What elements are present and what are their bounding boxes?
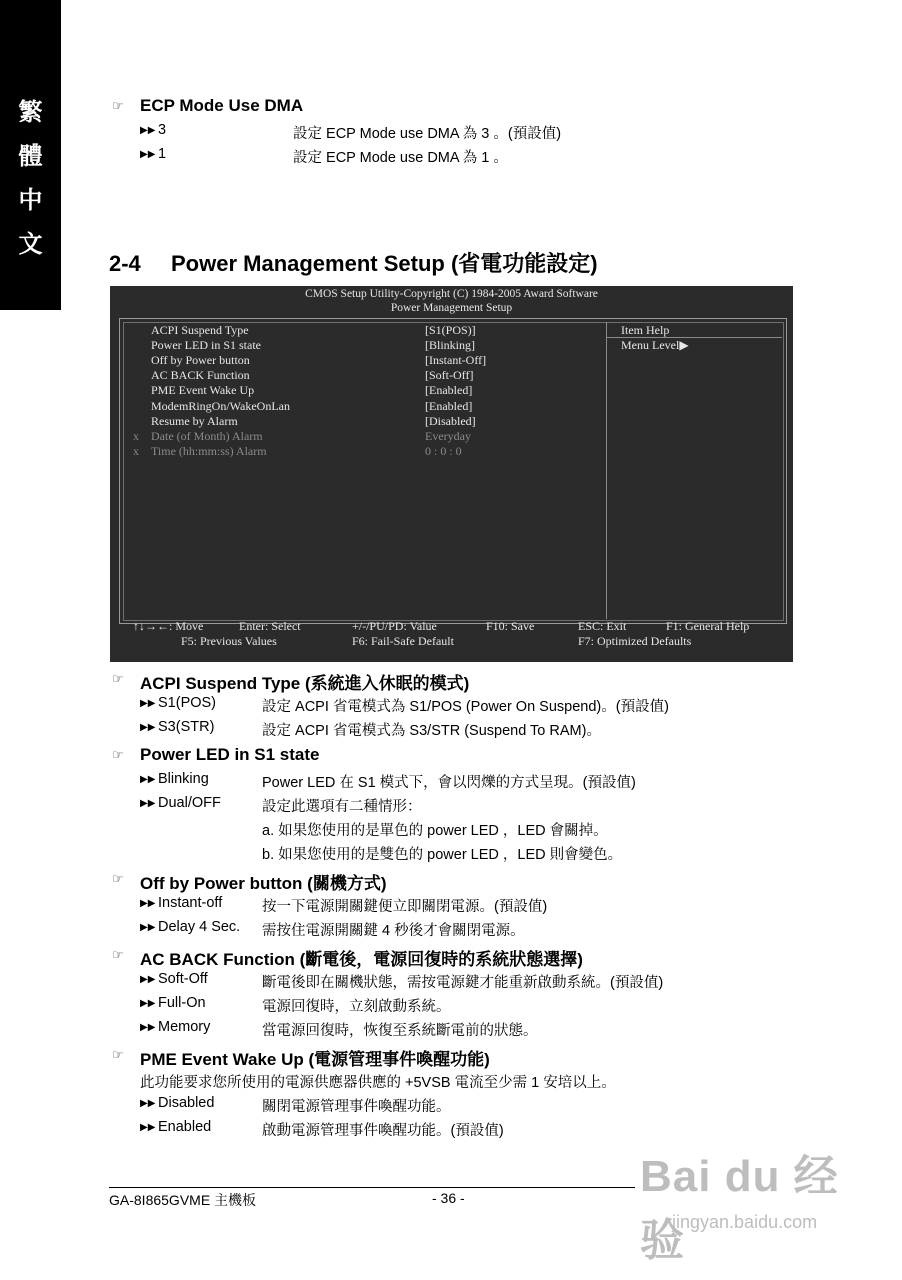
double-arrow-icon: ▶▶ — [140, 698, 156, 709]
bios-key-failsafe: F6: Fail-Safe Default — [352, 634, 454, 648]
double-arrow-icon: ▶▶ — [140, 774, 156, 785]
bios-item-value[interactable]: [Soft-Off] — [425, 368, 474, 382]
bios-title: CMOS Setup Utility-Copyright (C) 1984-2005 Award Software — [305, 288, 598, 300]
bios-item-value[interactable]: [Disabled] — [425, 414, 476, 428]
option-label: ▶▶ Full-On — [140, 995, 206, 1011]
footer-model: GA-8I865GVME 主機板 — [109, 1192, 257, 1208]
pointing-hand-icon: ☞ — [112, 871, 124, 886]
option-label: ▶▶ Blinking — [140, 771, 209, 787]
option-description: 設定 ECP Mode use DMA 為 1 。 — [293, 150, 508, 166]
bios-subtitle: Power Management Setup — [390, 302, 513, 314]
option-description: 需按住電源開關鍵 4 秒後才會關閉電源。 — [262, 923, 525, 939]
double-arrow-icon: ▶▶ — [140, 125, 156, 136]
bios-item-name[interactable]: ACPI Suspend Type — [151, 323, 249, 337]
side-tab-char: 繁 — [18, 97, 43, 126]
bios-help-menu-level: Menu Level▶ — [621, 338, 689, 352]
bios-item-name[interactable]: ModemRingOn/WakeOnLan — [151, 399, 291, 413]
bios-help-title: Item Help — [621, 323, 670, 337]
option-label: ▶▶ 3 — [140, 122, 167, 138]
option-description: 電源回復時，立刻啟動系統。 — [262, 999, 451, 1015]
option-label: ▶▶ Memory — [140, 1019, 211, 1035]
bios-item-value: 0 : 0 : 0 — [425, 444, 462, 458]
bios-key-help: F1: General Help — [666, 619, 750, 633]
option-description: 關閉電源管理事件喚醒功能。 — [262, 1099, 451, 1115]
side-tab-char: 文 — [18, 229, 43, 258]
option-label: ▶▶ Disabled — [140, 1095, 215, 1111]
double-arrow-icon: ▶▶ — [140, 722, 156, 733]
option-label: ▶▶ Dual/OFF — [140, 795, 221, 811]
option-description: 設定 ACPI 省電模式為 S1/POS (Power On Suspend)。(預設值) — [262, 699, 669, 715]
option-label: ▶▶ Enabled — [140, 1119, 212, 1135]
bios-item-name: Time (hh:mm:ss) Alarm — [151, 444, 267, 458]
bios-item-name[interactable]: PME Event Wake Up — [151, 383, 255, 397]
section-note: 此功能要求您所使用的電源供應器供應的 +5VSB 電流至少需 1 安培以上。 — [140, 1075, 616, 1091]
option-description: 設定此選項有二種情形： — [262, 799, 422, 815]
side-language-tab — [0, 0, 61, 310]
option-description: 設定 ECP Mode use DMA 為 3 。(預設值) — [293, 126, 562, 142]
bios-item-name[interactable]: Off by Power button — [151, 353, 250, 367]
option-description: 設定 ACPI 省電模式為 S3/STR (Suspend To RAM)。 — [262, 723, 601, 739]
bios-item-disabled-marker: x — [133, 429, 139, 443]
option-label: ▶▶ Instant-off — [140, 895, 223, 911]
option-description: 啟動電源管理事件喚醒功能。(預設值) — [262, 1123, 504, 1139]
section-title-pme: PME Event Wake Up (電源管理事件喚醒功能) — [140, 1050, 490, 1069]
bios-screen — [110, 286, 793, 662]
page-heading: 2-4 Power Management Setup (省電功能設定) — [109, 251, 598, 276]
bios-item-disabled-marker: x — [133, 444, 139, 458]
double-arrow-icon: ▶▶ — [140, 922, 156, 933]
section-title-acback: AC BACK Function (斷電後，電源回復時的系統狀態選擇) — [140, 950, 583, 969]
pointing-hand-icon: ☞ — [112, 98, 124, 113]
pointing-hand-icon: ☞ — [112, 747, 124, 762]
option-label: ▶▶ Delay 4 Sec. — [140, 919, 241, 935]
pointing-hand-icon: ☞ — [112, 947, 124, 962]
pointing-hand-icon: ☞ — [112, 671, 124, 686]
bios-item-name: Date (of Month) Alarm — [151, 429, 263, 443]
footer-rule — [109, 1187, 635, 1188]
watermark — [640, 1140, 880, 1265]
side-tab-char: 中 — [18, 185, 43, 214]
double-arrow-icon: ▶▶ — [140, 898, 156, 909]
double-arrow-icon: ▶▶ — [140, 998, 156, 1009]
option-label: ▶▶ 1 — [140, 146, 167, 162]
double-arrow-icon: ▶▶ — [140, 1022, 156, 1033]
section-title-led: Power LED in S1 state — [140, 745, 320, 764]
bios-item-name[interactable]: Power LED in S1 state — [151, 338, 261, 352]
bios-item-name[interactable]: Resume by Alarm — [151, 414, 238, 428]
bios-item-name[interactable]: AC BACK Function — [151, 368, 250, 382]
bios-item-value[interactable]: [Blinking] — [425, 338, 475, 352]
option-label: ▶▶ Soft-Off — [140, 971, 208, 987]
option-description: Power LED 在 S1 模式下，會以閃爍的方式呈現。(預設值) — [262, 775, 636, 791]
bios-key-previous: F5: Previous Values — [181, 634, 277, 648]
bios-item-value[interactable]: [Instant-Off] — [425, 353, 487, 367]
section-title-acpi: ACPI Suspend Type (系統進入休眠的模式) — [140, 674, 470, 693]
watermark-logo-text: Bai du 经验 — [640, 1152, 839, 1265]
bios-key-save: F10: Save — [486, 619, 535, 633]
option-description: 按一下電源開關鍵便立即關閉電源。(預設值) — [262, 899, 548, 915]
section-title-ecp: ECP Mode Use DMA — [140, 96, 304, 115]
side-tab-char: 體 — [18, 141, 43, 170]
double-arrow-icon: ▶▶ — [140, 798, 156, 809]
option-label: ▶▶ S3(STR) — [140, 719, 215, 735]
section-title-offbtn: Off by Power button (關機方式) — [140, 874, 387, 893]
bios-item-value[interactable]: [S1(POS)] — [425, 323, 476, 337]
bios-key-optimized: F7: Optimized Defaults — [578, 634, 692, 648]
option-label: ▶▶ S1(POS) — [140, 695, 217, 711]
option-description: 斷電後即在關機狀態，需按電源鍵才能重新啟動系統。(預設值) — [262, 975, 664, 991]
page-number: - 36 - — [432, 1190, 465, 1206]
watermark-url: jingyan.baidu.com — [672, 1212, 818, 1232]
option-sub-description: b. 如果您使用的是雙色的 power LED ，LED 則會變色。 — [262, 847, 623, 863]
bios-key-value: +/-/PU/PD: Value — [352, 619, 437, 633]
double-arrow-icon: ▶▶ — [140, 1098, 156, 1109]
bios-item-value[interactable]: [Enabled] — [425, 383, 473, 397]
bios-key-exit: ESC: Exit — [578, 619, 627, 633]
pointing-hand-icon: ☞ — [112, 1047, 124, 1062]
double-arrow-icon: ▶▶ — [140, 974, 156, 985]
option-sub-description: a. 如果您使用的是單色的 power LED ，LED 會關掉。 — [262, 823, 608, 839]
double-arrow-icon: ▶▶ — [140, 1122, 156, 1133]
option-description: 當電源回復時，恢復至系統斷電前的狀態。 — [262, 1023, 538, 1039]
bios-key-move: ↑↓→←: Move — [133, 619, 204, 633]
double-arrow-icon: ▶▶ — [140, 149, 156, 160]
bios-key-enter: Enter: Select — [239, 619, 301, 633]
bios-item-value[interactable]: [Enabled] — [425, 399, 473, 413]
bios-item-value: Everyday — [425, 429, 471, 443]
bios-divider — [606, 322, 607, 619]
